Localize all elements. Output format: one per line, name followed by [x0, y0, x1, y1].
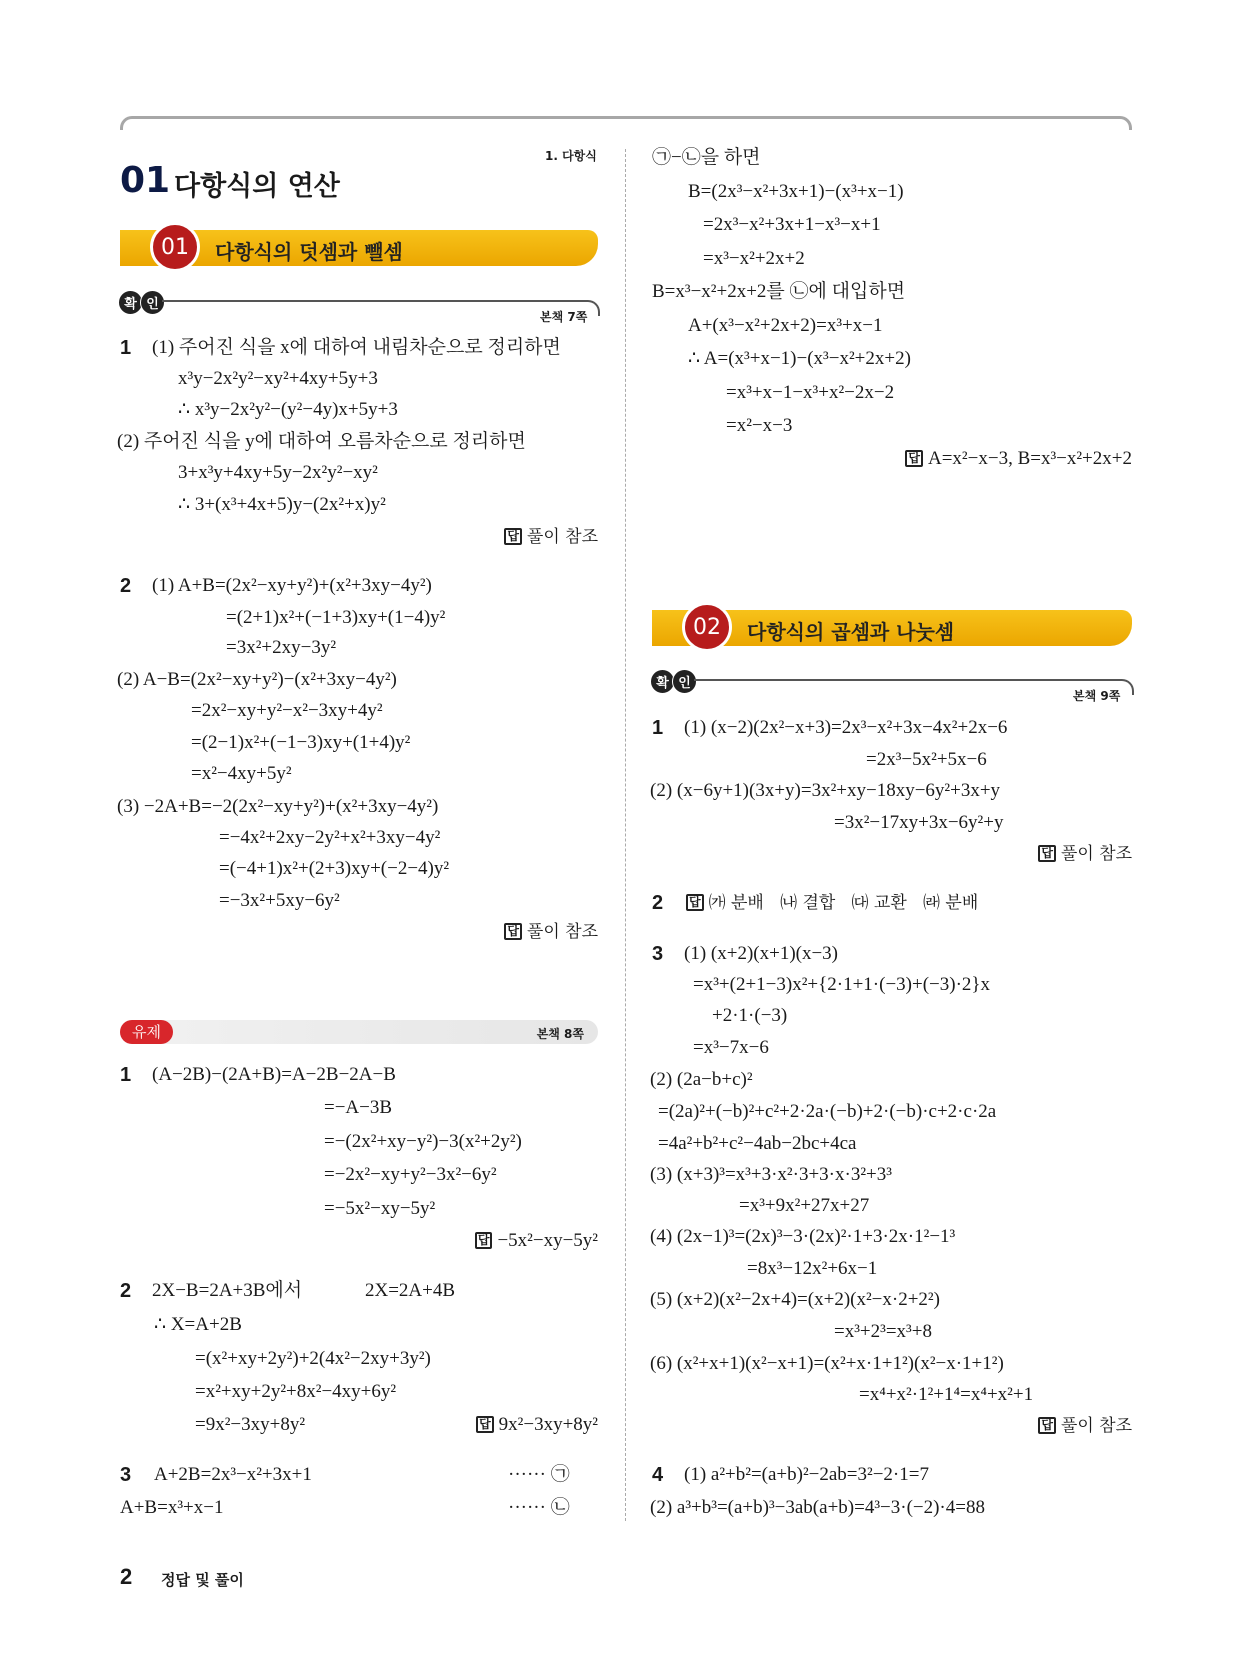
practice-label: 유제 — [120, 1020, 173, 1044]
answer-line — [905, 447, 1132, 471]
answer-icon: 답 — [1038, 845, 1056, 862]
solution-line: =2x³−5x²+5x−6 — [866, 749, 987, 770]
solution-line: (1) A+B=(2x²−xy+y²)+(x²+3xy−4y²) — [152, 575, 432, 596]
answer-line — [476, 1413, 598, 1437]
page-number: 2 — [120, 1564, 133, 1589]
section-number: 02 — [682, 602, 732, 652]
answer-icon: 답 — [476, 1416, 494, 1433]
page-reference: 본책 8쪽 — [536, 1027, 584, 1041]
answer-icon: 답 — [905, 450, 923, 467]
badge-char: 인 — [672, 669, 697, 694]
section-title: 다항식의 곱셈과 나눗셈 — [747, 620, 955, 644]
question-number: 2 — [652, 892, 664, 914]
question-number: 1 — [120, 1064, 132, 1086]
equation-tag: ······ ㉡ — [508, 1497, 570, 1518]
answer-line — [1038, 1414, 1132, 1438]
answer-item: ㈑ 분배 — [923, 893, 979, 913]
answer-icon: 답 — [1038, 1417, 1056, 1434]
solution-line: =x³+(2+1−3)x²+{2·1+1·(−3)+(−3)·2}x — [693, 974, 991, 995]
solution-line: =x³+9x²+27x+27 — [739, 1195, 870, 1216]
answer-text: 9x²−3xy+8y² — [498, 1414, 598, 1435]
answer-text: A=x²−x−3, B=x³−x²+2x+2 — [928, 448, 1132, 469]
solution-line: (1) (x−2)(2x²−x+3)=2x³−x²+3x−4x²+2x−6 — [684, 717, 1008, 738]
page-reference: 본책 9쪽 — [1073, 689, 1121, 703]
answer-icon: 답 — [504, 923, 522, 940]
solution-line: (2) (x−6y+1)(3x+y)=3x²+xy−18xy−6y²+3x+y — [650, 780, 1001, 801]
solution-line: (1) (x+2)(x+1)(x−3) — [684, 943, 839, 964]
column-divider — [625, 149, 626, 1521]
solution-line: =−5x²−xy−5y² — [324, 1198, 436, 1219]
page-reference: 본책 7쪽 — [540, 310, 588, 324]
unit-number: 01 — [120, 160, 171, 201]
answer-item: ㈎ 분배 — [708, 893, 764, 913]
solution-line: ㉠−㉡을 하면 — [652, 147, 761, 168]
solution-line: (5) (x+2)(x²−2x+4)=(x+2)(x²−x·2+2²) — [650, 1289, 940, 1310]
check-rule — [162, 300, 600, 316]
question-number: 2 — [120, 575, 132, 597]
solution-line: =(2+1)x²+(−1+3)xy+(1−4)y² — [226, 607, 446, 628]
answer-line — [475, 1229, 598, 1253]
solution-line: B=x³−x²+2x+2를 ㉡에 대입하면 — [652, 281, 906, 302]
solution-line: =−A−3B — [324, 1097, 393, 1118]
answer-line — [686, 891, 978, 915]
solution-line: A+(x³−x²+2x+2)=x³+x−1 — [688, 315, 883, 336]
check-badge — [650, 669, 694, 694]
badge-char: 인 — [140, 290, 165, 315]
solution-line: =x²+xy+2y²+8x²−4xy+6y² — [195, 1381, 397, 1402]
solution-line: (2) 주어진 식을 y에 대하여 오름차순으로 정리하면 — [117, 431, 526, 452]
solution-line: 2X−B=2A+3B에서 — [152, 1280, 303, 1301]
solution-line: (2) (2a−b+c)² — [650, 1069, 753, 1090]
section-number: 01 — [150, 222, 200, 272]
question-number: 1 — [120, 337, 132, 359]
section-title: 다항식의 덧셈과 뺄셈 — [215, 240, 403, 264]
solution-line: =−4x²+2xy−2y²+x²+3xy−4y² — [219, 827, 441, 848]
answer-text: 풀이 참조 — [1060, 844, 1132, 864]
solution-line: =x³−x²+2x+2 — [703, 248, 805, 269]
solution-line: (1) a²+b²=(a+b)²−2ab=3²−2·1=7 — [684, 1464, 929, 1485]
solution-line: =−2x²−xy+y²−3x²−6y² — [324, 1164, 497, 1185]
answer-item: ㈐ 교환 — [851, 893, 907, 913]
question-number: 1 — [652, 717, 664, 739]
question-number: 3 — [652, 943, 664, 965]
badge-char: 확 — [118, 290, 143, 315]
solution-line: =8x³−12x²+6x−1 — [747, 1258, 878, 1279]
equation-tag: ······ ㉠ — [508, 1464, 570, 1485]
solution-line: =x⁴+x²·1²+1⁴=x⁴+x²+1 — [859, 1384, 1034, 1405]
answer-text: 풀이 참조 — [526, 527, 598, 547]
answer-text: −5x²−xy−5y² — [497, 1230, 598, 1251]
solution-line: ∴ X=A+2B — [154, 1314, 242, 1335]
solution-line: =2x³−x²+3x+1−x³−x+1 — [703, 214, 881, 235]
unit-title: 다항식의 연산 — [174, 171, 340, 202]
solution-line: 2X=2A+4B — [365, 1280, 456, 1301]
solution-line: (1) 주어진 식을 x에 대하여 내림차순으로 정리하면 — [152, 337, 561, 358]
solution-line: 3+x³y+4xy+5y−2x²y²−xy² — [178, 462, 378, 483]
solution-line: =9x²−3xy+8y² — [195, 1414, 306, 1435]
answer-text: 풀이 참조 — [526, 922, 598, 942]
practice-header — [120, 1020, 598, 1044]
solution-line: (A−2B)−(2A+B)=A−2B−2A−B — [152, 1064, 396, 1085]
answer-icon: 답 — [475, 1232, 493, 1249]
solution-line: =4a²+b²+c²−4ab−2bc+4ca — [658, 1133, 857, 1154]
solution-line: =2x²−xy+y²−x²−3xy+4y² — [191, 700, 383, 721]
question-number: 4 — [652, 1464, 664, 1486]
solution-line: =−3x²+5xy−6y² — [219, 890, 340, 911]
solution-line: =x³−7x−6 — [693, 1037, 769, 1058]
answer-line — [504, 920, 598, 944]
badge-char: 확 — [650, 669, 675, 694]
section-banner-1 — [120, 230, 598, 266]
solution-line: (3) (x+3)³=x³+3·x²·3+3·x·3²+3³ — [650, 1164, 892, 1185]
solution-line: B=(2x³−x²+3x+1)−(x³+x−1) — [688, 181, 904, 202]
solution-line: (3) −2A+B=−2(2x²−xy+y²)+(x²+3xy−4y²) — [117, 796, 439, 817]
answer-icon: 답 — [504, 528, 522, 545]
solution-line: ∴ 3+(x³+4x+5)y−(2x²+x)y² — [178, 494, 386, 515]
answer-line — [1038, 842, 1132, 866]
chapter-label: 1. 다항식 — [545, 149, 597, 163]
solution-line: (6) (x²+x+1)(x²−x+1)=(x²+x·1+1²)(x²−x·1+1²) — [650, 1353, 1004, 1374]
check-rule — [694, 679, 1134, 695]
solution-line: =x³+x−1−x³+x²−2x−2 — [726, 382, 895, 403]
solution-line: +2·1·(−3) — [712, 1005, 788, 1026]
solution-line: =(2−1)x²+(−1−3)xy+(1+4)y² — [191, 732, 411, 753]
answer-item: ㈏ 결합 — [780, 893, 836, 913]
check-badge — [118, 290, 162, 315]
footer-label: 정답 및 풀이 — [161, 1571, 244, 1589]
solution-line: =−(2x²+xy−y²)−3(x²+2y²) — [324, 1131, 522, 1152]
solution-line: =3x²−17xy+3x−6y²+y — [834, 812, 1004, 833]
solution-line: =(x²+xy+2y²)+2(4x²−2xy+3y²) — [195, 1348, 431, 1369]
answer-text: 풀이 참조 — [1060, 1416, 1132, 1436]
solution-line: =(2a)²+(−b)²+c²+2·2a·(−b)+2·(−b)·c+2·c·2a — [658, 1101, 997, 1122]
solution-line: ∴ A=(x³+x−1)−(x³−x²+2x+2) — [688, 348, 911, 369]
solution-line: x³y−2x²y²−xy²+4xy+5y+3 — [178, 368, 378, 389]
solution-line: (2) a³+b³=(a+b)³−3ab(a+b)=4³−3·(−2)·4=88 — [650, 1497, 985, 1518]
page-top-border — [120, 116, 1132, 130]
solution-line: (2) A−B=(2x²−xy+y²)−(x²+3xy−4y²) — [117, 669, 397, 690]
solution-line: =x²−x−3 — [726, 415, 793, 436]
solution-line: =x²−4xy+5y² — [191, 763, 292, 784]
solution-line: =(−4+1)x²+(2+3)xy+(−2−4)y² — [219, 858, 450, 879]
solution-line: A+B=x³+x−1 — [120, 1497, 224, 1518]
solution-line: ∴ x³y−2x²y²−(y²−4y)x+5y+3 — [178, 399, 398, 420]
question-number: 2 — [120, 1280, 132, 1302]
answer-icon: 답 — [686, 894, 704, 911]
question-number: 3 — [120, 1464, 132, 1486]
solution-line: A+2B=2x³−x²+3x+1 — [154, 1464, 312, 1485]
solution-line: =3x²+2xy−3y² — [226, 637, 337, 658]
section-banner-2 — [652, 610, 1132, 646]
answer-line — [504, 525, 598, 549]
solution-line: =x³+2³=x³+8 — [834, 1321, 932, 1342]
solution-line: (4) (2x−1)³=(2x)³−3·(2x)²·1+3·2x·1²−1³ — [650, 1226, 956, 1247]
